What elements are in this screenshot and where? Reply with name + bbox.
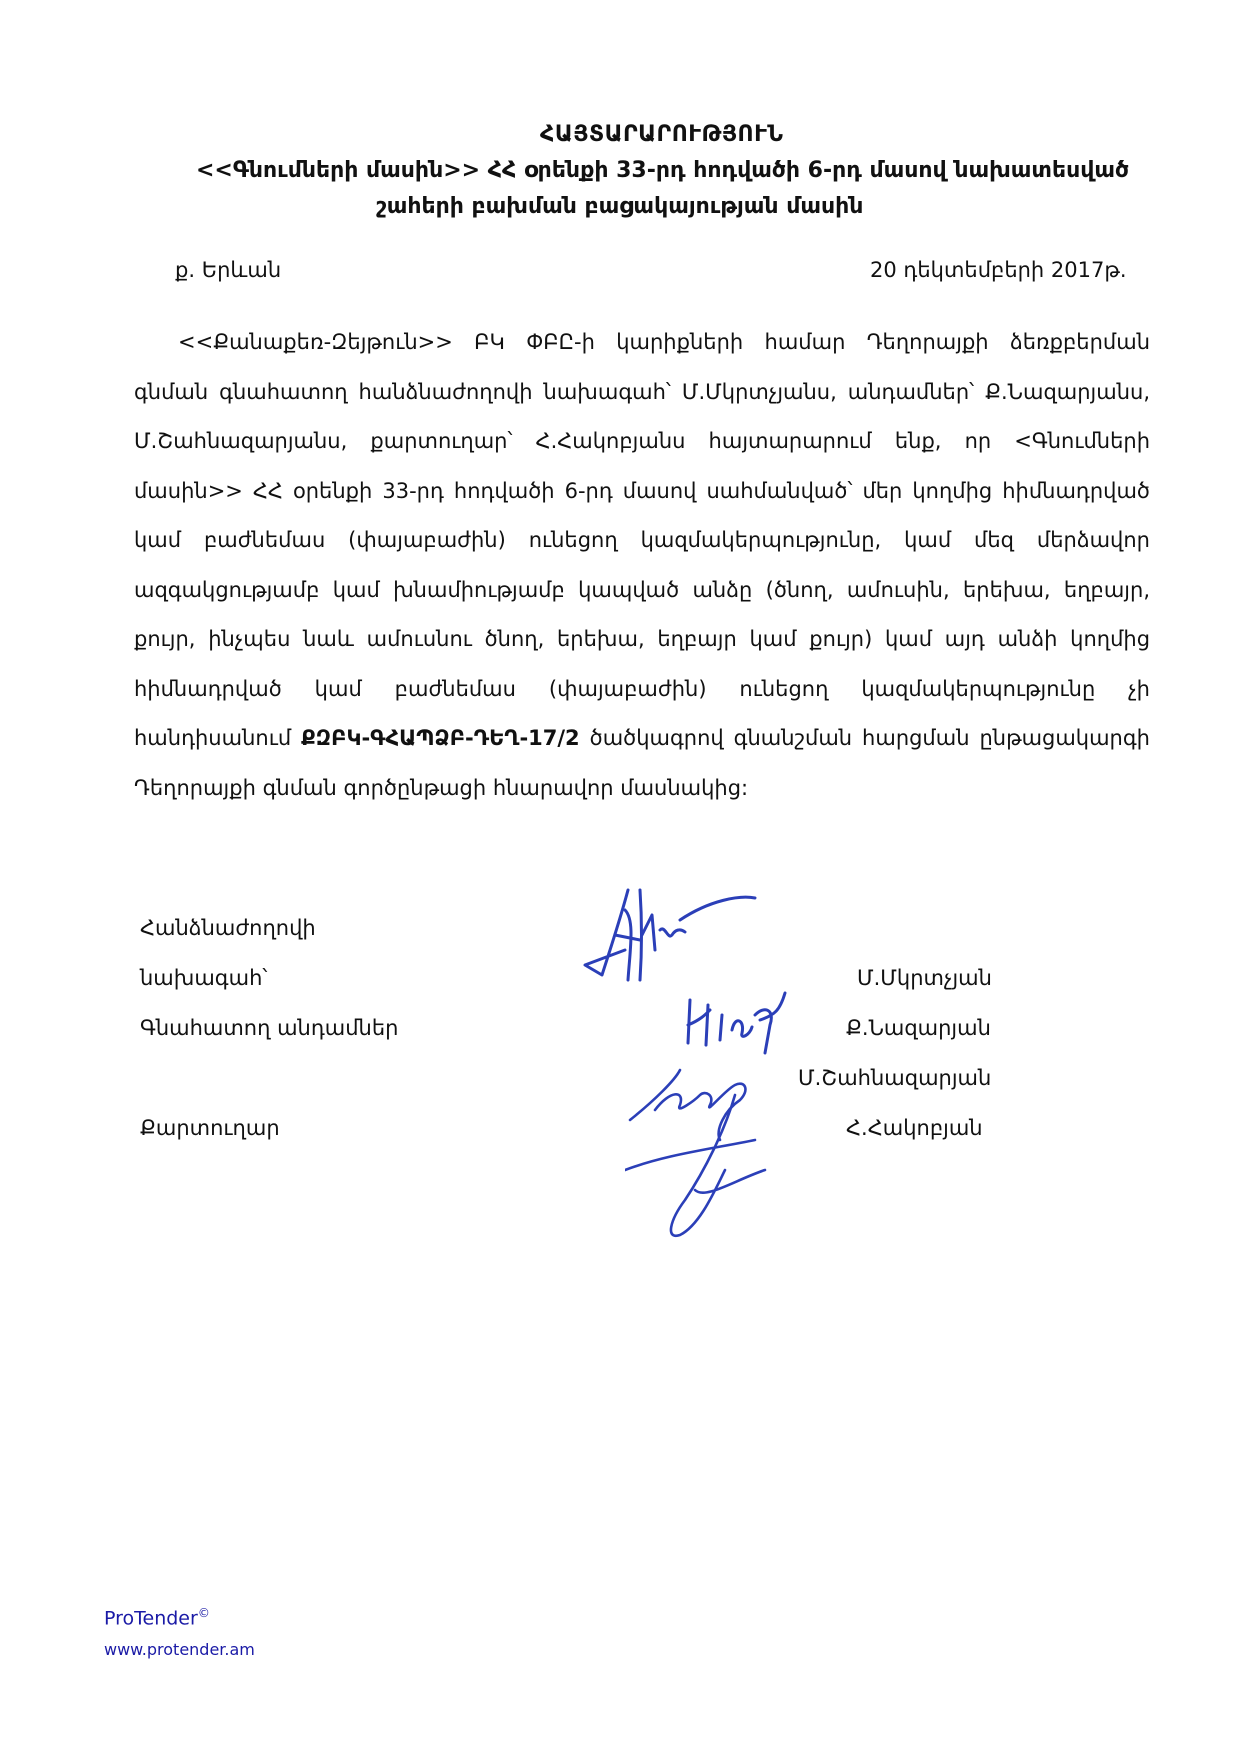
title-subheading-line-1: <<Գնումների մասին>> ՀՀ օրենքի 33-րդ հոդվածի 6-րդ մասով նախատեսված: [196, 158, 1130, 183]
issue-date: 20 դեկտեմբերի 2017թ.: [870, 258, 1127, 282]
body-text-segment: ծածկագրով գնանշման հարցման ընթացակարգի: [589, 726, 1150, 750]
title-subheading-line-2: շահերի բախման բացակայության մասին: [376, 194, 864, 219]
body-text-segment: հանդիսանում: [134, 726, 292, 750]
body-line: հիմնադրված կամ բաժնեմաս (փայաբաժին) ունեցող կազմակերպությունը չի: [134, 676, 1150, 701]
footer-brand: [104, 1606, 210, 1629]
body-line: մասին>> ՀՀ օրենքի 33-րդ հոդվածի 6-րդ մասով սահմանված՝ մեր կողմից հիմնադրված: [134, 478, 1150, 503]
title-heading: ՀԱՅՏԱՐԱՐՈՒԹՅՈՒՆ: [540, 122, 784, 147]
chair-label-line-2: նախագահ՝: [140, 966, 268, 990]
secretary-label: Քարտուղար: [140, 1116, 280, 1140]
body-line-with-code: [134, 714, 1150, 764]
body-line: կամ բաժնեմաս (փայաբաժին) ունեցող կազմակերպությունը, կամ մեզ մերձավոր: [134, 528, 1150, 552]
body-line: <<Քանաքեռ-Զեյթուն>> ԲԿ ՓԲԸ-ի կարիքների համար Դեղորայքի ձեռքբերման: [178, 330, 1150, 354]
member-1-name: Ք.Նազարյան: [846, 1016, 991, 1040]
body-line: գնման գնահատող հանձնաժողովի նախագահ՝ Մ.Մկրտչյանս, անդամներ՝ Ք.Նազարյանս,: [134, 379, 1150, 404]
member-1-signature: [680, 985, 790, 1055]
chair-signature: [580, 880, 760, 1000]
member-2-name: Մ.Շահնազարյան: [798, 1066, 992, 1090]
procurement-code: ՔԶԲԿ-ԳՀԱՊՁԲ-ԴԵՂ-17/2: [301, 726, 580, 750]
body-line: քույր, ինչպես նաև ամուսնու ծնող, երեխա, եղբայր կամ քույր) կամ այդ անձի կողմից: [134, 627, 1150, 651]
body-line: Դեղորայքի գնման գործընթացի հնարավոր մասնակից:: [134, 775, 749, 800]
chair-name: Մ.Մկրտչյան: [857, 966, 992, 990]
secretary-name: Հ.Հակոբյան: [846, 1116, 983, 1140]
footer-url[interactable]: www.protender.am: [104, 1640, 255, 1659]
place-of-issue: ք. Երևան: [175, 258, 282, 282]
body-line: Մ.Շահնազարյանս, քարտուղար՝ Հ.Հակոբյանս հայտարարում ենք, որ <Գնումների: [134, 429, 1150, 453]
declaration-body: [134, 318, 1150, 813]
copyright-symbol: ©: [197, 1606, 210, 1620]
member-2-secretary-signature: [625, 1060, 775, 1250]
members-label: Գնահատող անդամներ: [140, 1016, 399, 1040]
body-line: ազգակցությամբ կամ խնամիությամբ կապված անձը (ծնող, ամուսին, երեխա, եղբայր,: [134, 577, 1150, 602]
chair-label-line-1: Հանձնաժողովի: [140, 916, 316, 940]
brand-name: ProTender: [104, 1607, 198, 1630]
